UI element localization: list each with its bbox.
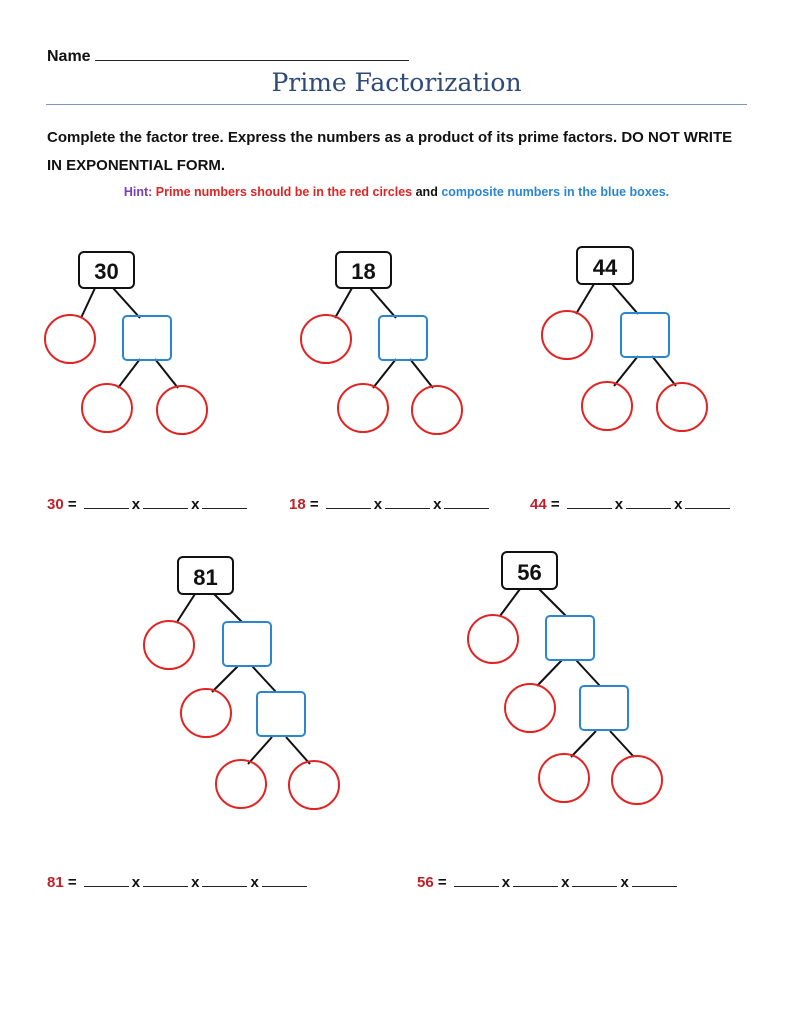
times-sign: x <box>191 496 200 513</box>
times-sign: x <box>674 496 683 513</box>
equation-30 <box>47 496 250 513</box>
equation-18 <box>289 496 492 513</box>
tree-44-prime-circle[interactable] <box>657 383 707 431</box>
tree-56-prime-circle[interactable] <box>505 684 555 732</box>
times-sign: x <box>620 874 629 891</box>
tree-44-prime-circle[interactable] <box>582 382 632 430</box>
factor-tree-18 <box>301 252 462 434</box>
answer-blank[interactable] <box>567 496 612 509</box>
tree-30-prime-circle[interactable] <box>157 386 207 434</box>
tree-30-prime-circle[interactable] <box>82 384 132 432</box>
tree-18-number: 18 <box>351 259 376 284</box>
tree-56-prime-circle[interactable] <box>468 615 518 663</box>
tree-81-prime-circle[interactable] <box>144 621 194 669</box>
answer-blank[interactable] <box>454 874 499 887</box>
tree-81-composite-box[interactable] <box>223 622 271 666</box>
answer-blank[interactable] <box>202 496 247 509</box>
answer-blank[interactable] <box>685 496 730 509</box>
times-sign: x <box>373 496 383 513</box>
answer-blank[interactable] <box>143 496 188 509</box>
answer-blank[interactable] <box>444 496 489 509</box>
tree-30-composite-box[interactable] <box>123 316 171 360</box>
tree-81-prime-circle[interactable] <box>216 760 266 808</box>
answer-blank[interactable] <box>632 874 677 887</box>
factor-tree-56 <box>468 552 662 804</box>
tree-81-prime-circle[interactable] <box>289 761 339 809</box>
answer-blank[interactable] <box>84 874 129 887</box>
factor-tree-30 <box>45 252 207 434</box>
equals-sign: = <box>437 874 447 891</box>
equation-44 <box>530 496 733 513</box>
tree-56-prime-circle[interactable] <box>539 754 589 802</box>
times-sign: x <box>501 874 511 891</box>
tree-44-composite-box[interactable] <box>621 313 669 357</box>
times-sign: x <box>131 874 141 891</box>
tree-56-composite-box[interactable] <box>546 616 594 660</box>
equation-number: 30 <box>47 496 64 513</box>
equals-sign: = <box>67 496 77 513</box>
hint-connector: and <box>415 185 438 199</box>
answer-blank[interactable] <box>262 874 307 887</box>
factor-tree-81 <box>144 557 339 809</box>
answer-blank[interactable] <box>143 874 188 887</box>
times-sign: x <box>250 874 259 891</box>
equation-number: 44 <box>530 496 547 513</box>
tree-81-number: 81 <box>193 565 218 590</box>
name-label: Name <box>47 48 91 65</box>
tree-44-prime-circle[interactable] <box>542 311 592 359</box>
equals-sign: = <box>309 496 319 513</box>
equals-sign: = <box>550 496 560 513</box>
times-sign: x <box>433 496 442 513</box>
tree-44-number: 44 <box>592 255 618 280</box>
equation-number: 81 <box>47 874 64 891</box>
equation-number: 56 <box>417 874 434 891</box>
tree-18-prime-circle[interactable] <box>301 315 351 363</box>
tree-18-prime-circle[interactable] <box>412 386 462 434</box>
tree-18-prime-circle[interactable] <box>338 384 388 432</box>
hint-prime-text: Prime numbers should be in the red circles <box>155 185 413 199</box>
times-sign: x <box>614 496 624 513</box>
instructions-text: Complete the factor tree. Express the numbers as a product of its prime factors. DO NOT WRITE IN EXPONENTIAL FORM. <box>47 129 733 174</box>
equation-56 <box>417 874 680 891</box>
tree-56-number: 56 <box>517 560 542 585</box>
tree-30-prime-circle[interactable] <box>45 315 95 363</box>
hint-composite-text: composite numbers in the blue boxes. <box>441 185 670 199</box>
tree-56-prime-circle[interactable] <box>612 756 662 804</box>
answer-blank[interactable] <box>385 496 430 509</box>
answer-blank[interactable] <box>326 496 371 509</box>
equation-81 <box>47 874 310 891</box>
times-sign: x <box>561 874 570 891</box>
times-sign: x <box>191 874 200 891</box>
tree-18-composite-box[interactable] <box>379 316 427 360</box>
tree-30-number: 30 <box>94 259 119 284</box>
answer-blank[interactable] <box>202 874 247 887</box>
answer-blank[interactable] <box>513 874 558 887</box>
equation-number: 18 <box>289 496 306 513</box>
tree-81-prime-circle[interactable] <box>181 689 231 737</box>
page-title: Prime Factorization <box>271 68 522 97</box>
answer-blank[interactable] <box>84 496 129 509</box>
tree-56-composite-box[interactable] <box>580 686 628 730</box>
hint-label: Hint: <box>123 185 153 199</box>
equals-sign: = <box>67 874 77 891</box>
factor-tree-44 <box>542 247 707 431</box>
answer-blank[interactable] <box>572 874 617 887</box>
answer-blank[interactable] <box>626 496 671 509</box>
tree-81-composite-box[interactable] <box>257 692 305 736</box>
times-sign: x <box>131 496 141 513</box>
